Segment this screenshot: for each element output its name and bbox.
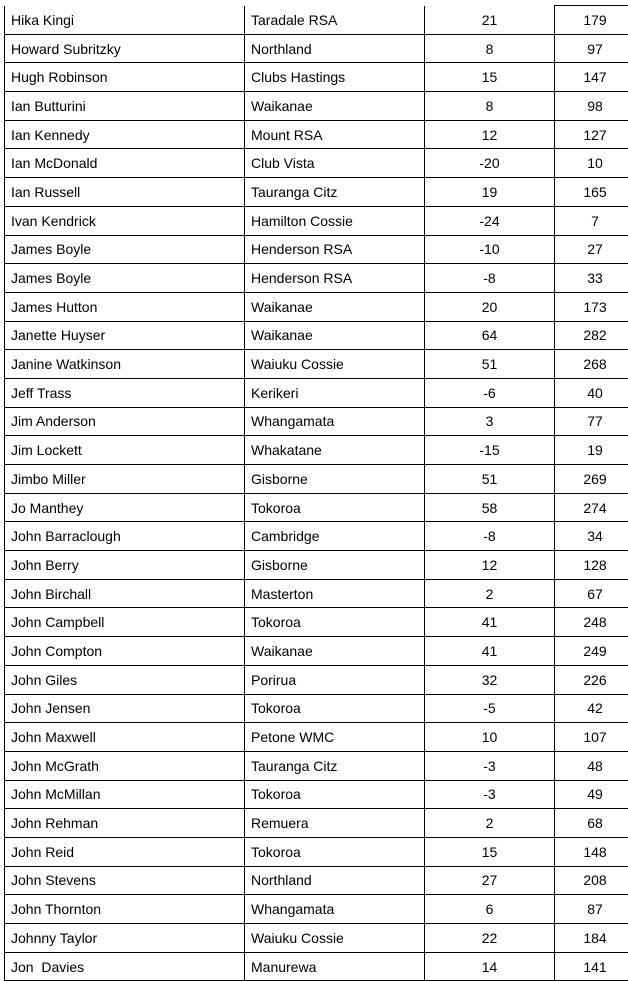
points-cell: 27 xyxy=(555,235,628,264)
player-name-cell: Ian Russell xyxy=(5,178,245,207)
player-name-cell: John Rehman xyxy=(5,809,245,838)
club-cell: Tauranga Citz xyxy=(245,751,425,780)
score-cell: 3 xyxy=(425,407,555,436)
club-cell: Tauranga Citz xyxy=(245,178,425,207)
score-cell: 51 xyxy=(425,465,555,494)
points-cell: 173 xyxy=(555,292,628,321)
points-cell: 248 xyxy=(555,608,628,637)
score-cell: 20 xyxy=(425,292,555,321)
points-cell: 40 xyxy=(555,378,628,407)
points-cell: 184 xyxy=(555,924,628,953)
points-cell: 141 xyxy=(555,952,628,981)
player-name-cell: John Maxwell xyxy=(5,723,245,752)
score-cell: 64 xyxy=(425,321,555,350)
player-name-cell: James Boyle xyxy=(5,264,245,293)
player-name-cell: John Berry xyxy=(5,551,245,580)
score-cell: 27 xyxy=(425,866,555,895)
score-cell: 41 xyxy=(425,637,555,666)
player-name-cell: Ian Butturini xyxy=(5,92,245,121)
player-name-cell: Jim Anderson xyxy=(5,407,245,436)
score-cell: 6 xyxy=(425,895,555,924)
player-name-cell: John Stevens xyxy=(5,866,245,895)
player-name-cell: Jo Manthey xyxy=(5,493,245,522)
club-cell: Henderson RSA xyxy=(245,235,425,264)
table-row xyxy=(5,264,628,293)
points-cell: 19 xyxy=(555,436,628,465)
points-cell: 165 xyxy=(555,178,628,207)
club-cell: Clubs Hastings xyxy=(245,63,425,92)
points-cell: 128 xyxy=(555,551,628,580)
table-row xyxy=(5,321,628,350)
table-row xyxy=(5,895,628,924)
player-name-cell: John Barraclough xyxy=(5,522,245,551)
score-cell: -3 xyxy=(425,751,555,780)
club-cell: Masterton xyxy=(245,579,425,608)
table-row xyxy=(5,665,628,694)
club-cell: Waikanae xyxy=(245,92,425,121)
points-cell: 67 xyxy=(555,579,628,608)
score-cell: -5 xyxy=(425,694,555,723)
player-name-cell: John Campbell xyxy=(5,608,245,637)
score-cell: -8 xyxy=(425,264,555,293)
club-cell: Tokoroa xyxy=(245,608,425,637)
club-cell: Cambridge xyxy=(245,522,425,551)
table-row xyxy=(5,407,628,436)
table-row xyxy=(5,522,628,551)
table-row xyxy=(5,809,628,838)
score-cell: 41 xyxy=(425,608,555,637)
points-cell: 147 xyxy=(555,63,628,92)
player-name-cell: John McMillan xyxy=(5,780,245,809)
points-cell: 98 xyxy=(555,92,628,121)
points-cell: 77 xyxy=(555,407,628,436)
table-row xyxy=(5,63,628,92)
table-row xyxy=(5,350,628,379)
points-cell: 208 xyxy=(555,866,628,895)
club-cell: Waikanae xyxy=(245,321,425,350)
club-cell: Tokoroa xyxy=(245,694,425,723)
points-cell: 49 xyxy=(555,780,628,809)
points-cell: 107 xyxy=(555,723,628,752)
points-cell: 34 xyxy=(555,522,628,551)
player-name-cell: Johnny Taylor xyxy=(5,924,245,953)
player-name-cell: John McGrath xyxy=(5,751,245,780)
score-cell: 2 xyxy=(425,579,555,608)
player-name-cell: Jimbo Miller xyxy=(5,465,245,494)
club-cell: Northland xyxy=(245,34,425,63)
player-name-cell: Janette Huyser xyxy=(5,321,245,350)
player-name-cell: John Giles xyxy=(5,665,245,694)
table-row xyxy=(5,751,628,780)
player-name-cell: Ivan Kendrick xyxy=(5,206,245,235)
club-cell: Tokoroa xyxy=(245,837,425,866)
club-cell: Tokoroa xyxy=(245,493,425,522)
score-cell: -6 xyxy=(425,378,555,407)
table-row xyxy=(5,92,628,121)
points-cell: 282 xyxy=(555,321,628,350)
table-row xyxy=(5,120,628,149)
results-table-body xyxy=(5,6,628,981)
score-cell: 58 xyxy=(425,493,555,522)
club-cell: Manurewa xyxy=(245,952,425,981)
player-name-cell: Jon Davies xyxy=(5,952,245,981)
points-cell: 127 xyxy=(555,120,628,149)
player-name-cell: John Thornton xyxy=(5,895,245,924)
score-cell: 32 xyxy=(425,665,555,694)
score-cell: 15 xyxy=(425,837,555,866)
player-name-cell: John Compton xyxy=(5,637,245,666)
table-row xyxy=(5,178,628,207)
points-cell: 48 xyxy=(555,751,628,780)
score-cell: 10 xyxy=(425,723,555,752)
player-name-cell: John Jensen xyxy=(5,694,245,723)
table-row xyxy=(5,579,628,608)
table-row xyxy=(5,952,628,981)
points-cell: 148 xyxy=(555,837,628,866)
score-cell: -8 xyxy=(425,522,555,551)
score-cell: 14 xyxy=(425,952,555,981)
club-cell: Northland xyxy=(245,866,425,895)
points-cell: 249 xyxy=(555,637,628,666)
club-cell: Tokoroa xyxy=(245,780,425,809)
player-name-cell: Ian McDonald xyxy=(5,149,245,178)
points-cell: 226 xyxy=(555,665,628,694)
player-name-cell: Ian Kennedy xyxy=(5,120,245,149)
table-row xyxy=(5,780,628,809)
score-cell: 12 xyxy=(425,551,555,580)
club-cell: Waikanae xyxy=(245,637,425,666)
club-cell: Porirua xyxy=(245,665,425,694)
club-cell: Whakatane xyxy=(245,436,425,465)
score-cell: 19 xyxy=(425,178,555,207)
player-name-cell: Howard Subritzky xyxy=(5,34,245,63)
points-cell: 268 xyxy=(555,350,628,379)
table-row xyxy=(5,6,628,35)
table-row xyxy=(5,837,628,866)
table-row xyxy=(5,608,628,637)
table-row xyxy=(5,378,628,407)
points-cell: 274 xyxy=(555,493,628,522)
results-sheet xyxy=(4,5,625,981)
score-cell: 2 xyxy=(425,809,555,838)
club-cell: Remuera xyxy=(245,809,425,838)
score-cell: 8 xyxy=(425,92,555,121)
table-row xyxy=(5,206,628,235)
table-row xyxy=(5,551,628,580)
player-name-cell: John Reid xyxy=(5,837,245,866)
points-cell: 10 xyxy=(555,149,628,178)
club-cell: Whangamata xyxy=(245,895,425,924)
club-cell: Club Vista xyxy=(245,149,425,178)
table-row xyxy=(5,235,628,264)
table-row xyxy=(5,436,628,465)
results-table xyxy=(4,5,628,981)
table-row xyxy=(5,924,628,953)
club-cell: Mount RSA xyxy=(245,120,425,149)
club-cell: Kerikeri xyxy=(245,378,425,407)
score-cell: 12 xyxy=(425,120,555,149)
club-cell: Petone WMC xyxy=(245,723,425,752)
table-row xyxy=(5,493,628,522)
score-cell: -3 xyxy=(425,780,555,809)
club-cell: Gisborne xyxy=(245,551,425,580)
club-cell: Waiuku Cossie xyxy=(245,350,425,379)
points-cell: 97 xyxy=(555,34,628,63)
points-cell: 42 xyxy=(555,694,628,723)
score-cell: -20 xyxy=(425,149,555,178)
points-cell: 68 xyxy=(555,809,628,838)
player-name-cell: Hika Kingi xyxy=(5,6,245,35)
player-name-cell: James Boyle xyxy=(5,235,245,264)
table-row xyxy=(5,465,628,494)
points-cell: 179 xyxy=(555,6,628,35)
club-cell: Gisborne xyxy=(245,465,425,494)
club-cell: Henderson RSA xyxy=(245,264,425,293)
points-cell: 87 xyxy=(555,895,628,924)
score-cell: 21 xyxy=(425,6,555,35)
score-cell: -15 xyxy=(425,436,555,465)
score-cell: -10 xyxy=(425,235,555,264)
score-cell: 15 xyxy=(425,63,555,92)
table-row xyxy=(5,149,628,178)
table-row xyxy=(5,694,628,723)
player-name-cell: Hugh Robinson xyxy=(5,63,245,92)
club-cell: Waikanae xyxy=(245,292,425,321)
club-cell: Taradale RSA xyxy=(245,6,425,35)
table-row xyxy=(5,866,628,895)
table-row xyxy=(5,637,628,666)
score-cell: 22 xyxy=(425,924,555,953)
club-cell: Hamilton Cossie xyxy=(245,206,425,235)
table-row xyxy=(5,34,628,63)
player-name-cell: Jeff Trass xyxy=(5,378,245,407)
player-name-cell: Jim Lockett xyxy=(5,436,245,465)
player-name-cell: James Hutton xyxy=(5,292,245,321)
player-name-cell: Janine Watkinson xyxy=(5,350,245,379)
points-cell: 33 xyxy=(555,264,628,293)
score-cell: 51 xyxy=(425,350,555,379)
club-cell: Waiuku Cossie xyxy=(245,924,425,953)
points-cell: 7 xyxy=(555,206,628,235)
table-row xyxy=(5,723,628,752)
score-cell: 8 xyxy=(425,34,555,63)
table-row xyxy=(5,292,628,321)
score-cell: -24 xyxy=(425,206,555,235)
points-cell: 269 xyxy=(555,465,628,494)
player-name-cell: John Birchall xyxy=(5,579,245,608)
club-cell: Whangamata xyxy=(245,407,425,436)
